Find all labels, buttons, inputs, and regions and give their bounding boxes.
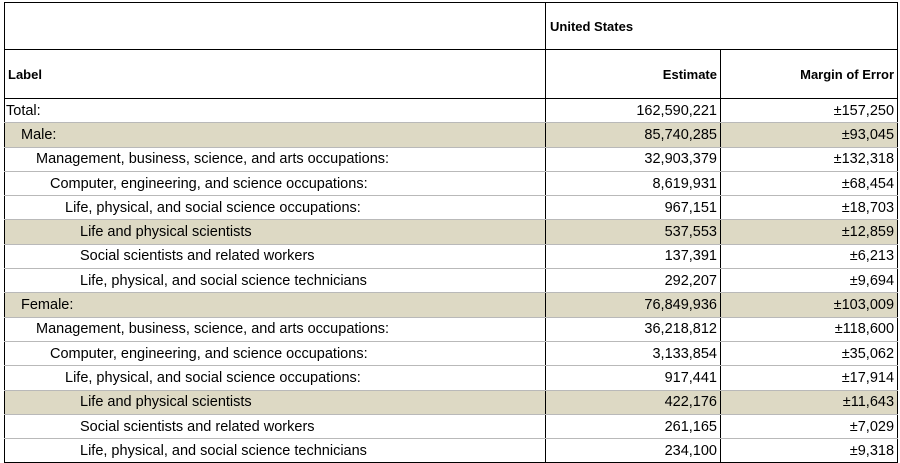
table-row[interactable]	[5, 171, 898, 195]
row-estimate[interactable]: 292,207	[546, 269, 721, 293]
table-row[interactable]	[5, 293, 898, 317]
row-label[interactable]: Computer, engineering, and science occupations:	[5, 171, 546, 195]
row-margin-of-error[interactable]: ±18,703	[721, 196, 898, 220]
row-estimate[interactable]: 234,100	[546, 439, 721, 463]
census-table-sheet	[4, 2, 897, 459]
row-margin-of-error[interactable]: ±93,045	[721, 123, 898, 147]
header-blank-cell	[5, 3, 546, 50]
table-row[interactable]	[5, 99, 898, 123]
row-label[interactable]: Male:	[5, 123, 546, 147]
row-estimate[interactable]: 85,740,285	[546, 123, 721, 147]
row-label[interactable]: Social scientists and related workers	[5, 414, 546, 438]
row-estimate[interactable]: 3,133,854	[546, 341, 721, 365]
row-label[interactable]: Life, physical, and social science technicians	[5, 269, 546, 293]
table-row[interactable]	[5, 366, 898, 390]
row-estimate[interactable]: 8,619,931	[546, 171, 721, 195]
row-estimate[interactable]: 917,441	[546, 366, 721, 390]
row-estimate[interactable]: 36,218,812	[546, 317, 721, 341]
row-margin-of-error[interactable]: ±132,318	[721, 147, 898, 171]
table-row[interactable]	[5, 147, 898, 171]
row-estimate[interactable]: 76,849,936	[546, 293, 721, 317]
row-estimate[interactable]: 162,590,221	[546, 99, 721, 123]
row-margin-of-error[interactable]: ±7,029	[721, 414, 898, 438]
table-row[interactable]	[5, 317, 898, 341]
estimate-column-header[interactable]: Estimate	[546, 50, 721, 99]
header-columns-row	[5, 50, 898, 99]
row-label[interactable]: Life and physical scientists	[5, 220, 546, 244]
row-label[interactable]: Life, physical, and social science occupations:	[5, 366, 546, 390]
table-row[interactable]	[5, 341, 898, 365]
row-label[interactable]: Total:	[5, 99, 546, 123]
row-label[interactable]: Life and physical scientists	[5, 390, 546, 414]
row-label[interactable]: Social scientists and related workers	[5, 244, 546, 268]
table-row[interactable]	[5, 439, 898, 463]
census-table	[4, 2, 898, 463]
row-label[interactable]: Life, physical, and social science technicians	[5, 439, 546, 463]
table-row[interactable]	[5, 196, 898, 220]
row-estimate[interactable]: 32,903,379	[546, 147, 721, 171]
row-margin-of-error[interactable]: ±118,600	[721, 317, 898, 341]
row-label[interactable]: Computer, engineering, and science occupations:	[5, 341, 546, 365]
row-estimate[interactable]: 537,553	[546, 220, 721, 244]
row-margin-of-error[interactable]: ±68,454	[721, 171, 898, 195]
row-estimate[interactable]: 261,165	[546, 414, 721, 438]
table-row[interactable]	[5, 244, 898, 268]
row-estimate[interactable]: 967,151	[546, 196, 721, 220]
row-label[interactable]: Life, physical, and social science occupations:	[5, 196, 546, 220]
table-row[interactable]	[5, 269, 898, 293]
header-geography-row	[5, 3, 898, 50]
row-margin-of-error[interactable]: ±9,694	[721, 269, 898, 293]
geography-header[interactable]: United States	[546, 3, 898, 50]
row-label[interactable]: Management, business, science, and arts occupations:	[5, 147, 546, 171]
row-margin-of-error[interactable]: ±6,213	[721, 244, 898, 268]
row-estimate[interactable]: 422,176	[546, 390, 721, 414]
table-row[interactable]	[5, 414, 898, 438]
label-column-header[interactable]: Label	[5, 50, 546, 99]
row-margin-of-error[interactable]: ±103,009	[721, 293, 898, 317]
margin-of-error-column-header[interactable]: Margin of Error	[721, 50, 898, 99]
row-margin-of-error[interactable]: ±11,643	[721, 390, 898, 414]
row-margin-of-error[interactable]: ±35,062	[721, 341, 898, 365]
table-row[interactable]	[5, 123, 898, 147]
table-row[interactable]	[5, 390, 898, 414]
row-label[interactable]: Female:	[5, 293, 546, 317]
table-row[interactable]	[5, 220, 898, 244]
row-margin-of-error[interactable]: ±17,914	[721, 366, 898, 390]
row-margin-of-error[interactable]: ±9,318	[721, 439, 898, 463]
row-margin-of-error[interactable]: ±12,859	[721, 220, 898, 244]
row-margin-of-error[interactable]: ±157,250	[721, 99, 898, 123]
row-estimate[interactable]: 137,391	[546, 244, 721, 268]
row-label[interactable]: Management, business, science, and arts occupations:	[5, 317, 546, 341]
